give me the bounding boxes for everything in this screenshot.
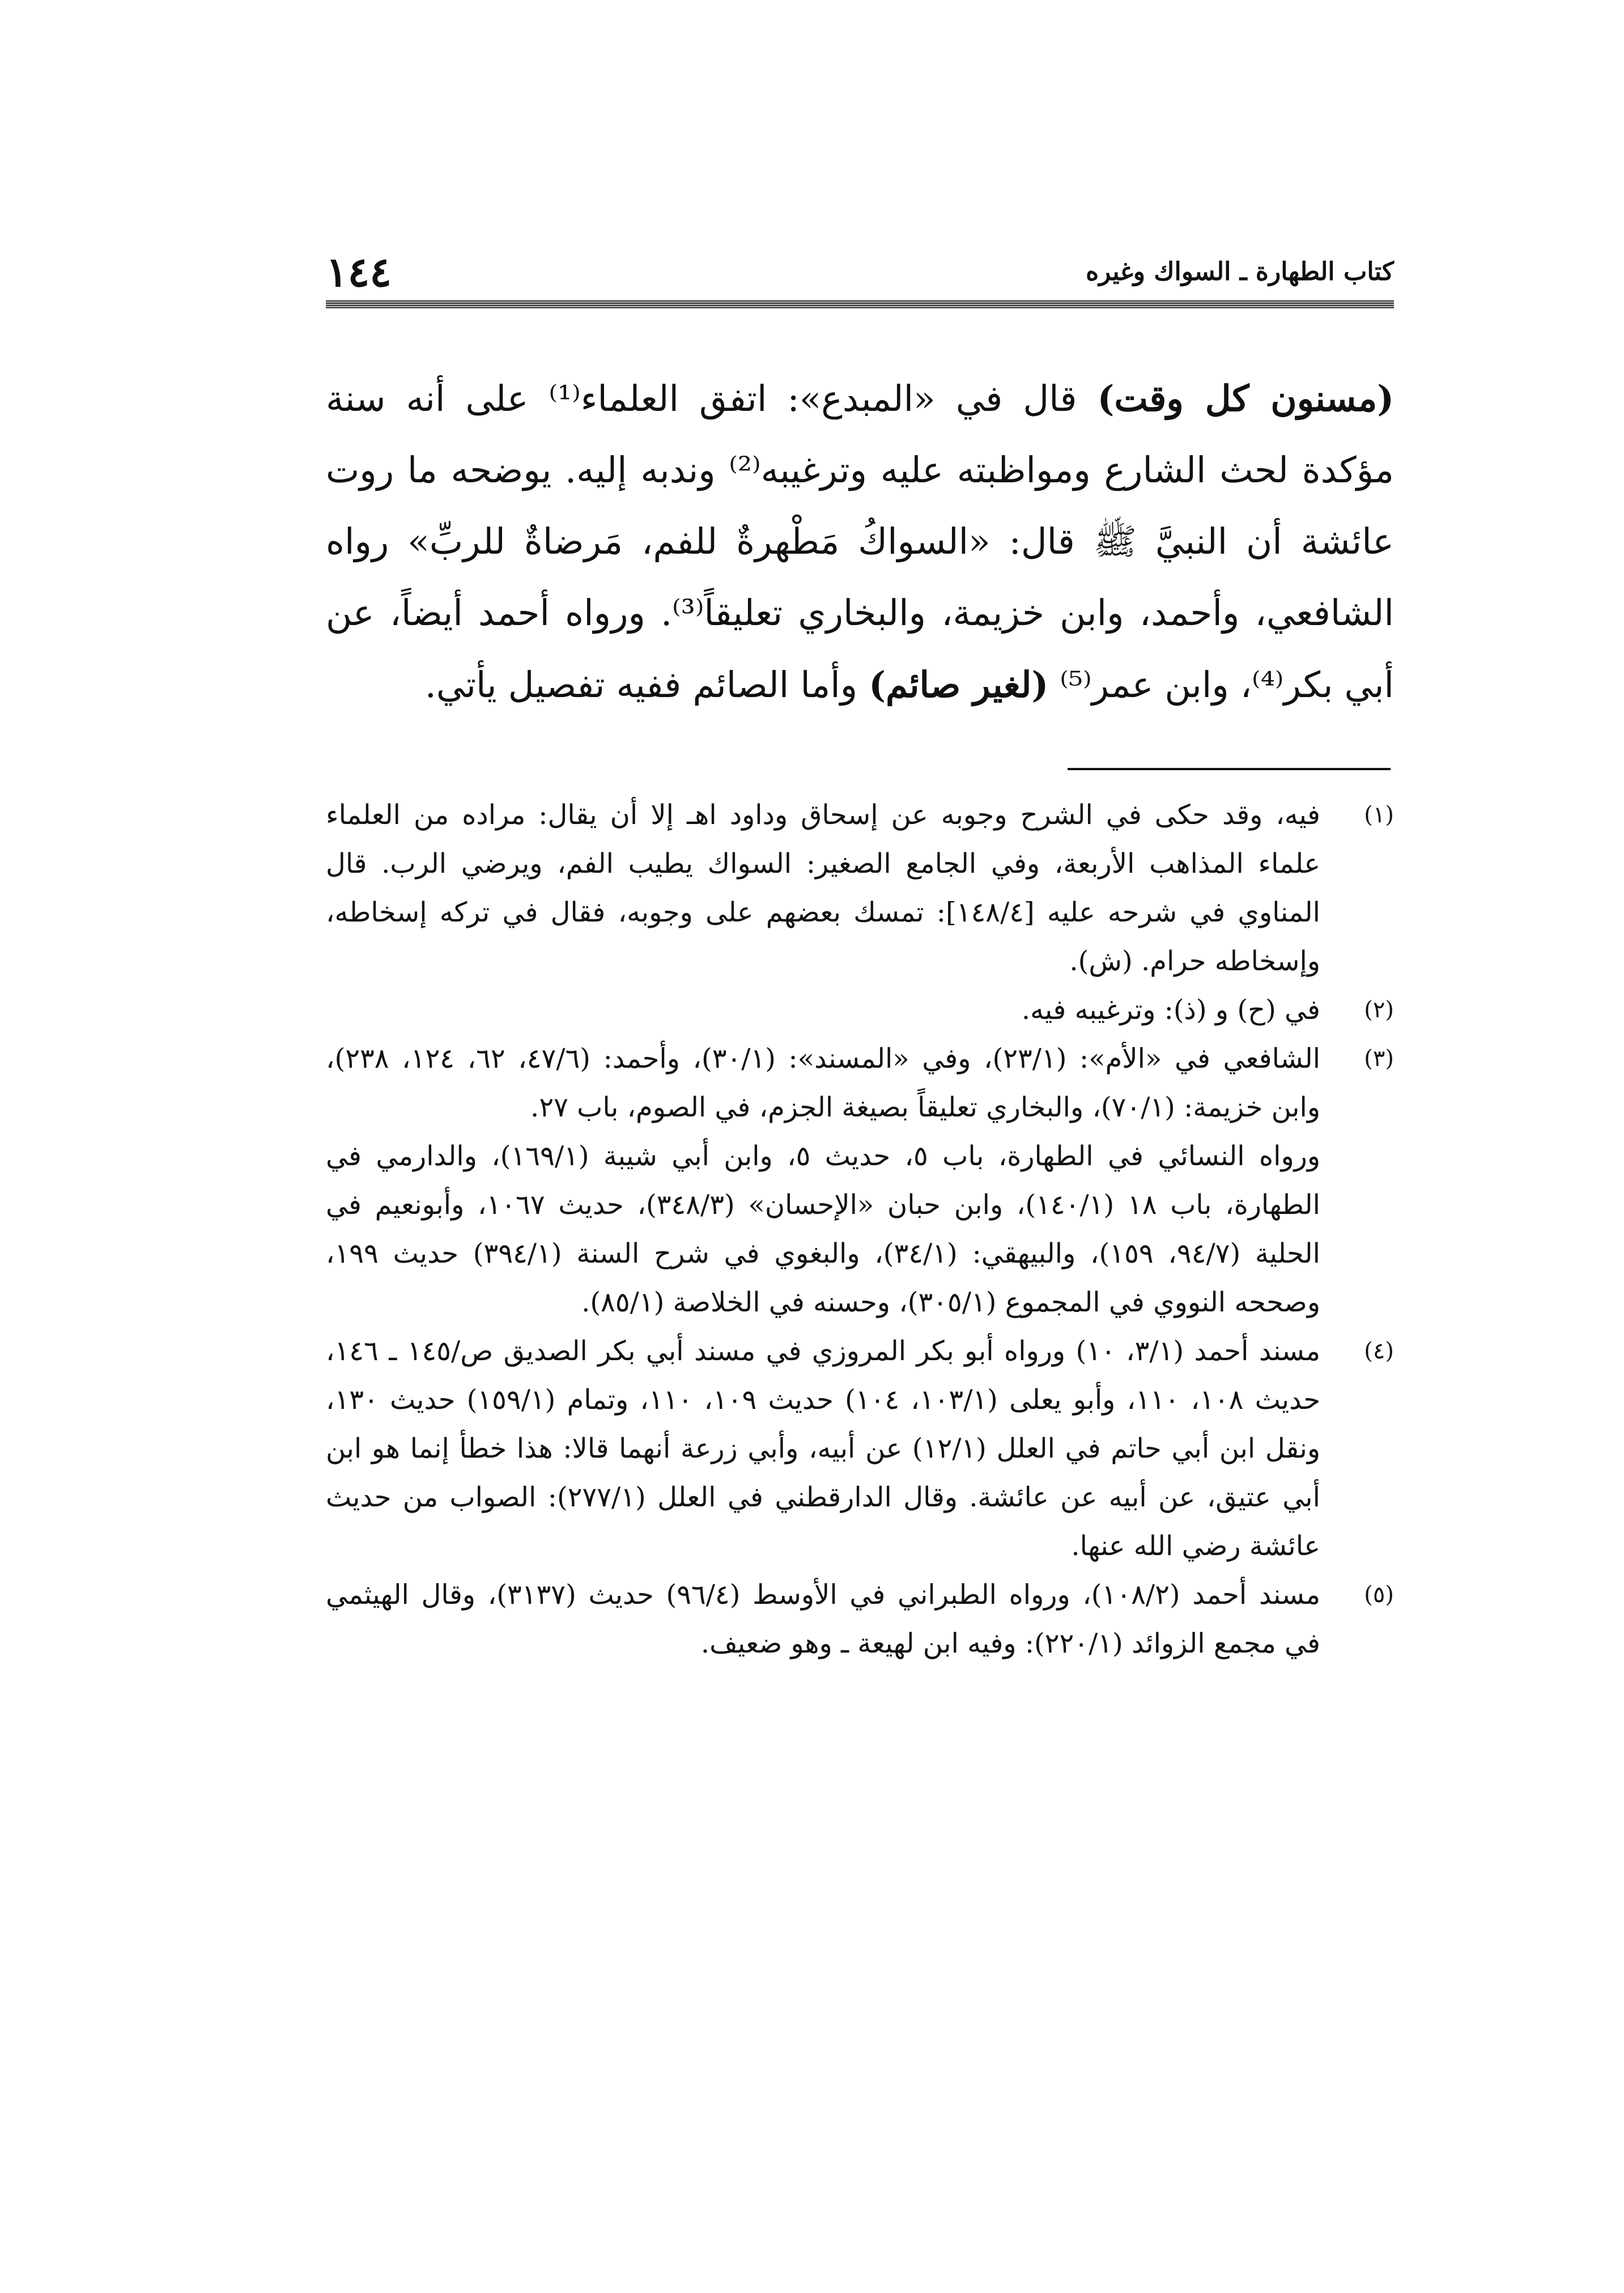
running-header (326, 244, 1394, 300)
header-rule (326, 300, 1394, 308)
footnote-4 (326, 1327, 1394, 1570)
footnote-body (326, 1570, 1320, 1668)
footnote-5 (326, 1570, 1394, 1668)
footnote-number: (٢) (1364, 997, 1394, 1023)
footnote-number: (٣) (1364, 1046, 1394, 1072)
footnote-separator (1068, 768, 1391, 770)
main-lead: (مسنون كل وقت) (1097, 377, 1395, 419)
footnote-paragraph: فيه، وقد حكى في الشرح وجوبه عن إسحاق وداود اهـ إلا أن يقال: مراده من العلماء علماء المذاهب الأربعة، وفي الجامع الصغير: السواك يطيب الفم، ويرضي الرب. قال المناوي في شرحه عليه [١٤٨/٤]: تمسك بعضهم على وجوبه، فقال في تركه إسخاطه، وإسخاطه حرام. (ش). (326, 799, 1320, 977)
footnotes (326, 791, 1394, 1668)
footnote-number: (١) (1364, 802, 1394, 828)
footnote-3 (326, 1034, 1394, 1327)
footnote-number: (٥) (1364, 1582, 1394, 1608)
footnote-paragraph: مسند أحمد (٣/١، ١٠) ورواه أبو بكر المروزي في مسند أبي بكر الصديق ص/١٤٥ ـ ١٤٦، حديث ١٠٨، ١١٠، وأبو يعلى (١٠٣/١، ١٠٤) حديث ١٠٩، ١١٠، وتمام (١٥٩/١) حديث ١٣٠، ونقل ابن أبي حاتم في العلل (١٢/١) عن أبيه، وأبي زرعة أنهما قالا: هذا خطأ إنما هو ابن أبي عتيق، عن أبيه عن عائشة. وقال الدارقطني في العلل (٢٧٧/١): الصواب من حديث عائشة رضي الله عنها. (326, 1335, 1321, 1562)
footnote-paragraph: الشافعي في «الأم»: (٢٣/١)، وفي «المسند»: (٣٠/١)، وأحمد: (٤٧/٦، ٦٢، ١٢٤، ٢٣٨)، وابن خزيمة: (٧٠/١)، والبخاري تعليقاً بصيغة الجزم، في الصوم، باب ٢٧. (326, 1043, 1321, 1123)
main-text (326, 363, 1394, 721)
footnote-number: (٤) (1364, 1338, 1394, 1364)
footnote-2 (326, 986, 1394, 1034)
footnote-body (326, 1034, 1320, 1327)
main-paragraph (326, 363, 1394, 721)
main-tail: وأما الصائم ففيه تفصيل يأتي. (424, 664, 869, 706)
footnote-1 (326, 791, 1394, 986)
footnote-paragraph: في (ح) و (ذ): وترغيبه فيه. (1021, 994, 1320, 1026)
footnote-paragraph: ورواه النسائي في الطهارة، باب ٥، حديث ٥، وابن أبي شيبة (١٦٩/١)، والدارمي في الطهارة، باب ١٨ (١٤٠/١)، وابن حبان «الإحسان» (٣٤٨/٣)، حديث ١٠٦٧، وأبونعيم في الحلية (٩٤/٧، ١٥٩)، والبيهقي: (٣٤/١)، والبغوي في شرح السنة (٣٩٤/١) حديث ١٩٩، وصححه النووي في المجموع (٣٠٥/١)، وحسنه في الخلاصة (٨٥/١). (326, 1140, 1321, 1318)
footnote-body (326, 1327, 1320, 1570)
main-body: قال في «المبدع»: اتفق العلماء⁽¹⁾ على أنه سنة مؤكدة لحث الشارع ومواظبته عليه وترغيبه⁽²⁾ وندبه إليه. يوضحه ما روت عائشة أن النبيَّ ﷺ قال: «السواكُ مَطْهرةٌ للفم، مَرضاةٌ للربِّ» رواه الشافعي، وأحمد، وابن خزيمة، والبخاري تعليقاً⁽³⁾. ورواه أحمد أيضاً، عن أبي بكر⁽⁴⁾، وابن عمر⁽⁵⁾ (326, 378, 1394, 706)
footnote-paragraph: مسند أحمد (١٠٨/٢)، ورواه الطبراني في الأوسط (٩٦/٤) حديث (٣١٣٧)، وقال الهيثمي في مجمع الزوائد (٢٢٠/١): وفيه ابن لهيعة ـ وهو ضعيف. (326, 1579, 1321, 1659)
footnote-body (326, 986, 1320, 1034)
running-title: كتاب الطهارة ـ السواك وغيره (1086, 257, 1394, 286)
main-tail-bold: (لغير صائم) (869, 664, 1049, 706)
page-number: ١٤٤ (326, 248, 392, 296)
footnote-body (326, 791, 1320, 986)
